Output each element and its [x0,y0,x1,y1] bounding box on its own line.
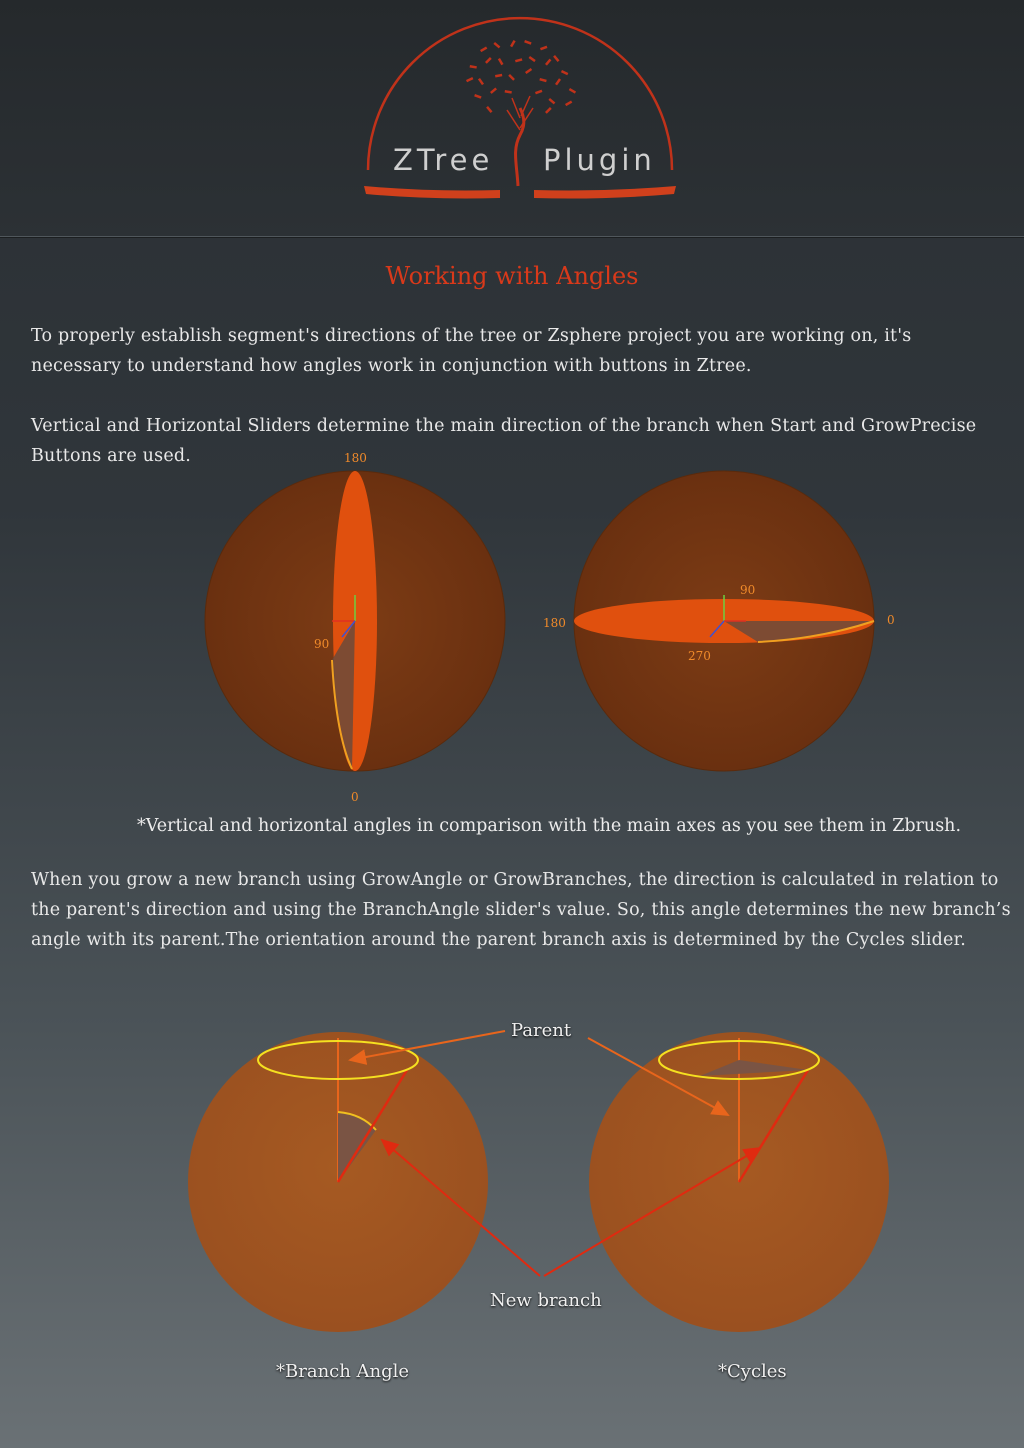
logo-word-plugin: Plugin [543,143,656,177]
ztree-logo [0,0,1024,236]
intro-paragraph: To properly establish segment's directions of the tree or Zsphere project you are working on, it's necessary to understand how angles work in conjunction with buttons in Ztree. [31,326,912,376]
new-branch-label: New branch [490,1290,602,1311]
branch-angle-caption: *Branch Angle [276,1361,410,1382]
vertical-label-top: 180 [344,451,367,465]
vertical-angle-sphere [205,471,505,771]
header [0,0,1024,237]
cycles-caption: *Cycles [718,1361,787,1382]
logo-tree-leaves [466,40,576,114]
logo-base-right [534,186,676,199]
parent-label: Parent [511,1020,572,1041]
sliders-paragraph: Vertical and Horizontal Sliders determine the main direction of the branch when Start and GrowPrecise Buttons are used. [31,416,977,466]
horizontal-angle-sphere [574,471,874,771]
page-title: Working with Angles [385,262,639,290]
branch-paragraph: When you grow a new branch using GrowAngle or GrowBranches, the direction is calculated in relation to the parent's direction and using the BranchAngle slider's value. So, this angle determines the new branch’s angle with its parent.The orientation around the parent branch axis is determined by the Cycles slider. [31,870,1011,950]
logo-tree-trunk [516,108,524,186]
logo-base-left [364,186,500,199]
logo-tree-branches [507,96,533,130]
figure1-caption: *Vertical and horizontal angles in comparison with the main axes as you see them in Zbrush. [137,816,962,836]
horizontal-label-top: 90 [740,583,756,597]
horizontal-label-right: 0 [887,613,895,627]
angle-spheres-figure [0,455,1024,810]
vertical-label-left: 90 [314,637,330,651]
vertical-label-bottom: 0 [351,790,359,804]
cycles-sphere [589,1032,889,1332]
horizontal-label-left: 180 [543,616,566,630]
horizontal-label-bottom: 270 [688,649,711,663]
logo-word-ztree: ZTree [393,143,494,177]
branch-angle-sphere [188,1032,488,1332]
